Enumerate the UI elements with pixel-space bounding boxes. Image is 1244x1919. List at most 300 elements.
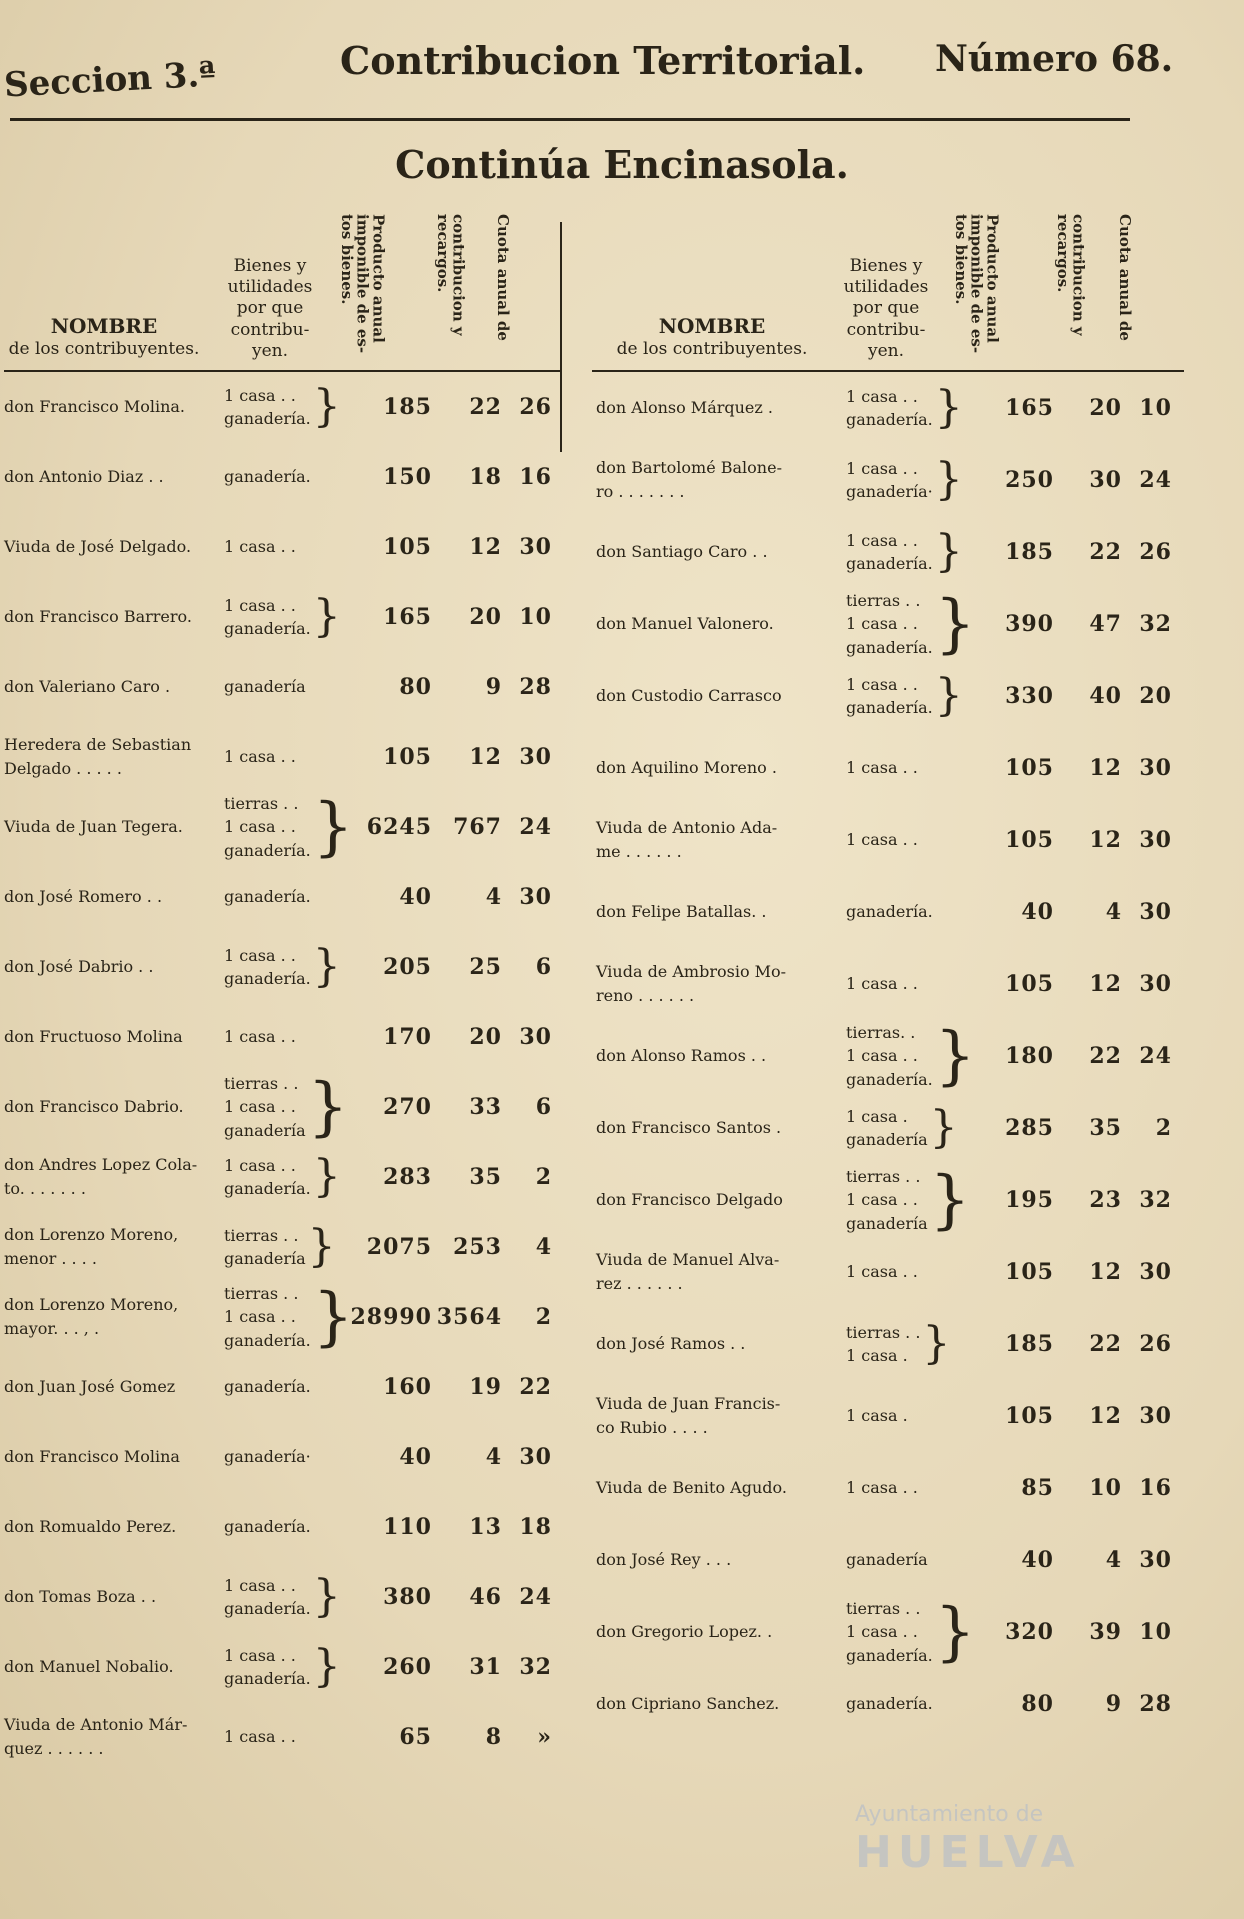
assets-text: 1 casa . .	[846, 830, 918, 850]
col-header-bienes: Bienes y utilidades por que contribu-yen.	[227, 255, 313, 361]
recargo-value: 253	[453, 1234, 502, 1260]
col-header-recargos: contribucion y recargos.	[433, 214, 468, 336]
recargo-value: 20	[469, 604, 502, 630]
contributor-name: don Manuel Nobalio.	[4, 1657, 174, 1676]
table-row	[592, 1236, 1184, 1308]
contributor-name: don Cipriano Sanchez.	[596, 1694, 780, 1713]
recargo-value: 30	[1089, 467, 1122, 493]
cuota-value: 30	[1139, 1259, 1172, 1285]
producto-value: 65	[399, 1724, 432, 1750]
producto-value: 285	[1005, 1115, 1054, 1141]
assets-cell	[224, 1725, 344, 1748]
brace-mark: }	[934, 670, 963, 721]
assets-text: tierras . . 1 casa . . ganadería	[846, 1167, 928, 1233]
table-row	[4, 1072, 560, 1142]
contributor-name: don Alonso Ramos . .	[596, 1046, 767, 1065]
cuota-value: 10	[1139, 1619, 1172, 1645]
recargo-value: 35	[1089, 1115, 1122, 1141]
producto-value: 28990	[350, 1304, 432, 1330]
contributor-name: don Alonso Márquez .	[596, 398, 773, 417]
cuota-value: 30	[1139, 971, 1172, 997]
contributor-name: Viuda de Benito Agudo.	[596, 1478, 787, 1497]
assets-cell	[846, 756, 964, 779]
recargo-value: 47	[1089, 611, 1122, 637]
assets-text: ganadería.	[224, 887, 311, 907]
producto-value: 85	[1021, 1475, 1054, 1501]
assets-text: tierras . . 1 casa . . ganadería.	[846, 591, 933, 657]
cuota-value: 30	[519, 884, 552, 910]
assets-text: 1 casa .	[846, 1406, 908, 1426]
assets-text: 1 casa . . ganadería.	[224, 385, 311, 428]
right-table-header	[592, 214, 1184, 372]
recargo-value: 23	[1089, 1187, 1122, 1213]
assets-cell	[224, 1571, 344, 1622]
cuota-value: 28	[1139, 1691, 1172, 1717]
assets-text: 1 casa . .	[224, 1027, 296, 1047]
contributor-name: don Francisco Molina	[4, 1447, 180, 1466]
assets-cell	[846, 526, 964, 577]
table-row	[4, 1632, 560, 1702]
assets-text: ganadería	[846, 1550, 928, 1570]
recargo-value: 3564	[436, 1304, 502, 1330]
table-row	[592, 660, 1184, 732]
assets-cell	[846, 1102, 964, 1153]
assets-text: tierras . . 1 casa . . ganadería	[224, 1074, 306, 1140]
contributor-name: don Fructuoso Molina	[4, 1027, 183, 1046]
recargo-value: 12	[1089, 827, 1122, 853]
assets-cell	[224, 745, 344, 768]
cuota-value: 22	[519, 1374, 552, 1400]
brace-mark: }	[934, 382, 963, 433]
contributor-name: don Lorenzo Moreno, mayor. . . , .	[4, 1295, 179, 1338]
contributor-name: don Felipe Batallas. .	[596, 902, 767, 921]
cuota-value: 2	[535, 1164, 552, 1190]
table-row	[592, 588, 1184, 660]
table-row	[592, 732, 1184, 804]
right-column	[592, 214, 1184, 1740]
assets-text: 1 casa . .	[846, 758, 918, 778]
cuota-value: 24	[519, 814, 552, 840]
brace-mark: }	[307, 1070, 349, 1144]
brace-mark: }	[312, 591, 341, 642]
assets-text: 1 casa . . ganadería.	[224, 1645, 311, 1688]
contributor-name: don Romualdo Perez.	[4, 1517, 177, 1536]
assets-cell	[224, 381, 344, 432]
brace-mark: }	[934, 454, 963, 505]
column-divider	[560, 222, 562, 452]
contributor-name: Viuda de José Delgado.	[4, 537, 192, 556]
recargo-value: 12	[1089, 971, 1122, 997]
brace-mark: }	[922, 1318, 951, 1369]
table-row	[4, 652, 560, 722]
cuota-value: 24	[1139, 467, 1172, 493]
col-header-recargos: contribucion y recargos.	[1053, 214, 1088, 336]
cuota-value: 32	[1139, 611, 1172, 637]
contributor-name: don José Romero . .	[4, 887, 163, 906]
recargo-value: 4	[485, 1444, 502, 1470]
recargo-value: 25	[469, 954, 502, 980]
cuota-value: 2	[535, 1304, 552, 1330]
table-row	[592, 804, 1184, 876]
table-row	[4, 1002, 560, 1072]
assets-text: tierras . . 1 casa .	[846, 1322, 921, 1365]
cuota-value: 24	[1139, 1043, 1172, 1069]
cuota-value: 18	[519, 1514, 552, 1540]
contributor-name: Viuda de Juan Francis- co Rubio . . . .	[596, 1394, 781, 1437]
contributor-name: don Juan José Gomez	[4, 1377, 176, 1396]
assets-text: tierras . . ganadería	[224, 1225, 306, 1268]
table-row	[4, 1352, 560, 1422]
cuota-value: 32	[1139, 1187, 1172, 1213]
table-row	[4, 582, 560, 652]
contributor-name: Viuda de Antonio Ada- me . . . . . .	[596, 818, 778, 861]
assets-cell	[846, 1404, 964, 1427]
assets-text: ganadería.	[846, 1694, 933, 1714]
cuota-value: 32	[519, 1654, 552, 1680]
recargo-value: 767	[453, 814, 502, 840]
cuota-value: 16	[1139, 1475, 1172, 1501]
assets-text: tierras . . 1 casa . . ganadería.	[224, 794, 311, 860]
producto-value: 40	[399, 884, 432, 910]
left-column	[4, 214, 560, 1772]
producto-value: 105	[1005, 1259, 1054, 1285]
section-label: Seccion 3.ª	[3, 54, 217, 106]
col-header-cuota: Cuota anual de	[1115, 214, 1134, 341]
contributor-name: Heredera de Sebastian Delgado . . . . .	[4, 735, 192, 778]
recargo-value: 22	[1089, 1331, 1122, 1357]
table-row	[592, 948, 1184, 1020]
brace-mark: }	[312, 1151, 341, 1202]
assets-cell	[846, 972, 964, 995]
producto-value: 180	[1005, 1043, 1054, 1069]
recargo-value: 22	[469, 394, 502, 420]
recargo-value: 10	[1089, 1475, 1122, 1501]
contributor-name: don Francisco Delgado	[596, 1190, 783, 1209]
cuota-value: 26	[1139, 1331, 1172, 1357]
assets-cell	[846, 1163, 971, 1237]
contributor-name: Viuda de Ambrosio Mo- reno . . . . . .	[596, 962, 787, 1005]
table-row	[4, 1212, 560, 1282]
header-rule	[10, 118, 1130, 121]
table-row	[4, 512, 560, 582]
table-row	[592, 1668, 1184, 1740]
cuota-value: 30	[519, 744, 552, 770]
recargo-value: 33	[469, 1094, 502, 1120]
producto-value: 105	[1005, 1403, 1054, 1429]
producto-value: 390	[1005, 611, 1054, 637]
cuota-value: 4	[535, 1234, 552, 1260]
producto-value: 105	[1005, 755, 1054, 781]
assets-cell	[224, 1151, 344, 1202]
contributor-name: don Tomas Boza . .	[4, 1587, 157, 1606]
table-row	[592, 1452, 1184, 1524]
assets-text: tierras . . 1 casa . . ganadería.	[846, 1599, 933, 1665]
assets-cell	[224, 535, 344, 558]
assets-cell	[224, 1641, 344, 1692]
assets-text: 1 casa . . ganadería.	[224, 595, 311, 638]
assets-text: tierras. . 1 casa . . ganadería.	[846, 1023, 933, 1089]
producto-value: 80	[1021, 1691, 1054, 1717]
assets-cell	[224, 1375, 344, 1398]
assets-cell	[846, 900, 964, 923]
cuota-value: 30	[1139, 899, 1172, 925]
assets-cell	[846, 1260, 964, 1283]
col-header-name: NOMBRE de los contribuyentes.	[616, 313, 808, 359]
brace-mark: }	[929, 1102, 958, 1153]
cuota-value: 2	[1155, 1115, 1172, 1141]
table-row	[4, 792, 560, 862]
recargo-value: 12	[1089, 1259, 1122, 1285]
assets-cell	[224, 790, 354, 864]
contributor-name: don Francisco Barrero.	[4, 607, 192, 626]
producto-value: 185	[383, 394, 432, 420]
contributor-name: don Francisco Dabrio.	[4, 1097, 184, 1116]
contributor-name: don Lorenzo Moreno, menor . . . .	[4, 1225, 179, 1268]
cuota-value: 10	[1139, 395, 1172, 421]
assets-text: 1 casa . ganadería	[846, 1106, 928, 1149]
assets-cell	[846, 1692, 964, 1715]
table-row	[4, 932, 560, 1002]
assets-text: 1 casa . . ganadería.	[224, 1575, 311, 1618]
recargo-value: 13	[469, 1514, 502, 1540]
cuota-value: 28	[519, 674, 552, 700]
assets-cell	[846, 1476, 964, 1499]
producto-value: 80	[399, 674, 432, 700]
assets-text: ganadería·	[224, 1447, 311, 1467]
cuota-value: 6	[535, 954, 552, 980]
producto-value: 40	[1021, 899, 1054, 925]
table-row	[4, 1142, 560, 1212]
producto-value: 165	[1005, 395, 1054, 421]
assets-cell	[846, 587, 976, 661]
contributor-name: don Custodio Carrasco	[596, 686, 782, 705]
contributor-name: don Antonio Diaz . .	[4, 467, 164, 486]
contributor-name: Viuda de Manuel Alva- rez . . . . . .	[596, 1250, 780, 1293]
recargo-value: 4	[1105, 1547, 1122, 1573]
table-row	[4, 1702, 560, 1772]
contributor-name: don Francisco Santos .	[596, 1118, 782, 1137]
producto-value: 2075	[366, 1234, 432, 1260]
subtitle: Continúa Encinasola.	[395, 142, 849, 187]
assets-cell	[224, 1515, 344, 1538]
recargo-value: 19	[469, 1374, 502, 1400]
assets-cell	[224, 1280, 354, 1354]
brace-mark: }	[934, 1595, 976, 1669]
contributor-name: don Gregorio Lopez. .	[596, 1622, 773, 1641]
brace-mark: }	[312, 790, 354, 864]
recargo-value: 9	[485, 674, 502, 700]
contributor-name: don Santiago Caro . .	[596, 542, 768, 561]
page-number: Número 68.	[935, 38, 1174, 80]
assets-cell	[846, 670, 964, 721]
brace-mark: }	[312, 381, 341, 432]
recargo-value: 12	[1089, 1403, 1122, 1429]
contributor-name: don Bartolomé Balone- ro . . . . . . .	[596, 458, 782, 501]
producto-value: 105	[383, 534, 432, 560]
assets-cell	[224, 1221, 344, 1272]
producto-value: 40	[399, 1444, 432, 1470]
cuota-value: 26	[519, 394, 552, 420]
table-row	[592, 1020, 1184, 1092]
assets-text: ganadería.	[846, 902, 933, 922]
producto-value: 165	[383, 604, 432, 630]
recargo-value: 31	[469, 1654, 502, 1680]
recargo-value: 39	[1089, 1619, 1122, 1645]
recargo-value: 18	[469, 464, 502, 490]
producto-value: 105	[1005, 827, 1054, 853]
producto-value: 6245	[366, 814, 432, 840]
producto-value: 170	[383, 1024, 432, 1050]
contributor-name: Viuda de Juan Tegera.	[4, 817, 183, 836]
recargo-value: 20	[469, 1024, 502, 1050]
producto-value: 105	[1005, 971, 1054, 997]
producto-value: 380	[383, 1584, 432, 1610]
assets-text: 1 casa . .	[846, 1262, 918, 1282]
cuota-value: 6	[535, 1094, 552, 1120]
assets-cell	[846, 382, 964, 433]
table-row	[592, 876, 1184, 948]
assets-cell	[224, 885, 344, 908]
producto-value: 110	[383, 1514, 432, 1540]
assets-text: 1 casa . . ganadería.	[846, 530, 933, 573]
recargo-value: 22	[1089, 539, 1122, 565]
assets-text: ganadería.	[224, 467, 311, 487]
producto-value: 105	[383, 744, 432, 770]
cuota-value: 26	[1139, 539, 1172, 565]
contributor-name: don José Dabrio . .	[4, 957, 154, 976]
assets-cell	[846, 1595, 976, 1669]
recargo-value: 35	[469, 1164, 502, 1190]
contributor-name: don José Ramos . .	[596, 1334, 746, 1353]
recargo-value: 46	[469, 1584, 502, 1610]
cuota-value: 30	[1139, 1403, 1172, 1429]
table-row	[592, 1380, 1184, 1452]
table-row	[592, 444, 1184, 516]
table-row	[592, 372, 1184, 444]
table-row	[592, 1524, 1184, 1596]
assets-text: 1 casa . . ganadería.	[846, 674, 933, 717]
assets-cell	[224, 1070, 349, 1144]
assets-text: ganadería	[224, 677, 306, 697]
assets-text: 1 casa . .	[224, 1727, 296, 1747]
table-row	[592, 1092, 1184, 1164]
recargo-value: 40	[1089, 683, 1122, 709]
brace-mark: }	[934, 526, 963, 577]
brace-mark: }	[312, 1280, 354, 1354]
producto-value: 185	[1005, 539, 1054, 565]
right-table-body	[592, 372, 1184, 1740]
contributor-name: don Valeriano Caro .	[4, 677, 171, 696]
cuota-value: 30	[1139, 755, 1172, 781]
table-row	[4, 722, 560, 792]
assets-text: 1 casa . .	[224, 537, 296, 557]
recargo-value: 4	[485, 884, 502, 910]
contributor-name: don Aquilino Moreno .	[596, 758, 777, 777]
cuota-value: 10	[519, 604, 552, 630]
producto-value: 185	[1005, 1331, 1054, 1357]
recargo-value: 12	[1089, 755, 1122, 781]
brace-mark: }	[934, 587, 976, 661]
producto-value: 40	[1021, 1547, 1054, 1573]
assets-cell	[846, 1019, 976, 1093]
assets-cell	[224, 465, 344, 488]
cuota-value: 30	[519, 1024, 552, 1050]
col-header-bienes: Bienes y utilidades por que contribu-yen.	[843, 255, 929, 361]
assets-text: 1 casa . . ganadería.	[224, 945, 311, 988]
producto-value: 150	[383, 464, 432, 490]
recargo-value: 9	[1105, 1691, 1122, 1717]
recargo-value: 20	[1089, 395, 1122, 421]
recargo-value: 12	[469, 534, 502, 560]
table-row	[4, 1492, 560, 1562]
recargo-value: 4	[1105, 899, 1122, 925]
assets-cell	[224, 675, 344, 698]
contributor-name: don Andres Lopez Cola- to. . . . . . .	[4, 1155, 198, 1198]
table-row	[4, 1282, 560, 1352]
table-row	[592, 1308, 1184, 1380]
brace-mark: }	[312, 941, 341, 992]
assets-text: tierras . . 1 casa . . ganadería.	[224, 1284, 311, 1350]
assets-cell	[224, 591, 344, 642]
table-row	[592, 1596, 1184, 1668]
cuota-value: 20	[1139, 683, 1172, 709]
table-row	[4, 862, 560, 932]
table-row	[4, 372, 560, 442]
producto-value: 250	[1005, 467, 1054, 493]
contributor-name: don Manuel Valonero.	[596, 614, 774, 633]
producto-value: 160	[383, 1374, 432, 1400]
assets-cell	[846, 454, 964, 505]
recargo-value: 22	[1089, 1043, 1122, 1069]
cuota-value: 16	[519, 464, 552, 490]
col-header-name: NOMBRE de los contribuyentes.	[8, 313, 200, 359]
left-table-body	[4, 372, 560, 1772]
producto-value: 320	[1005, 1619, 1054, 1645]
page-title: Contribucion Territorial.	[340, 38, 866, 83]
assets-text: 1 casa . .	[846, 1478, 918, 1498]
cuota-value: »	[537, 1724, 552, 1750]
brace-mark: }	[312, 1641, 341, 1692]
assets-text: 1 casa . . ganadería·	[846, 458, 933, 501]
assets-cell	[224, 941, 344, 992]
recargo-value: 8	[485, 1724, 502, 1750]
assets-cell	[846, 828, 964, 851]
cuota-value: 30	[1139, 827, 1172, 853]
brace-mark: }	[307, 1221, 336, 1272]
producto-value: 270	[383, 1094, 432, 1120]
producto-value: 330	[1005, 683, 1054, 709]
assets-text: ganadería.	[224, 1377, 311, 1397]
producto-value: 205	[383, 954, 432, 980]
table-row	[4, 442, 560, 512]
producto-value: 195	[1005, 1187, 1054, 1213]
assets-cell	[846, 1548, 964, 1571]
contributor-name: Viuda de Antonio Már- quez . . . . . .	[4, 1715, 188, 1758]
cuota-value: 24	[519, 1584, 552, 1610]
brace-mark: }	[934, 1019, 976, 1093]
cuota-value: 30	[1139, 1547, 1172, 1573]
col-header-cuota: Cuota anual de	[493, 214, 512, 341]
contributor-name: don José Rey . . .	[596, 1550, 732, 1569]
left-table-header	[4, 214, 560, 372]
assets-text: 1 casa . . ganadería.	[846, 386, 933, 429]
assets-text: 1 casa . .	[846, 974, 918, 994]
col-header-producto: Producto anual imponible de es-tos bienes.	[337, 214, 388, 354]
assets-cell	[224, 1445, 344, 1468]
producto-value: 283	[383, 1164, 432, 1190]
recargo-value: 12	[469, 744, 502, 770]
contributor-name: don Francisco Molina.	[4, 397, 186, 416]
